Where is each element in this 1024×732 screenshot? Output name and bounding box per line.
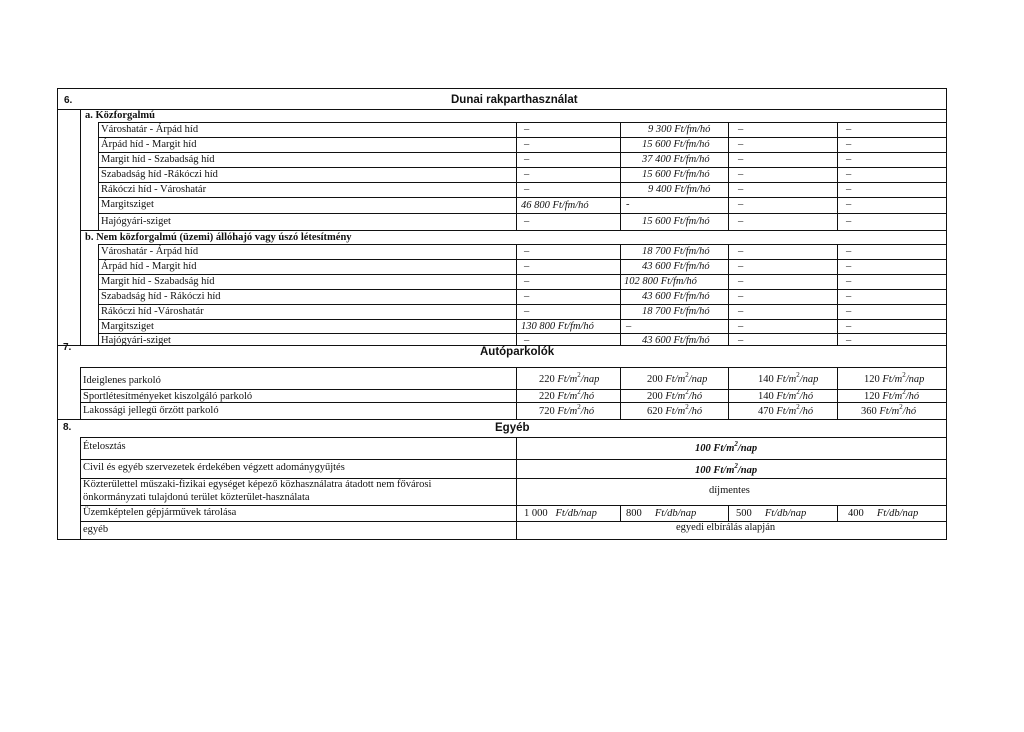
section-7-title: Autóparkolók <box>480 346 555 358</box>
subsection-b-title: b. Nem közforgalmú (üzemi) állóhajó vagy úszó létesítmény <box>85 232 352 243</box>
section-6-title: Dunai rakparthasználat <box>451 94 578 106</box>
section-8-number: 8. <box>63 422 72 433</box>
row-name: Városhatár - Árpád híd <box>101 124 199 135</box>
section-8-title: Egyéb <box>495 422 530 434</box>
section-7-number: 7. <box>63 342 72 353</box>
subsection-a-title: a. Közforgalmú <box>85 110 155 121</box>
fee-table: 6. Dunai rakparthasználat a. Közforgalmú Városhatár - Árpád híd – 9 300 Ft/fm/hó – – Árpád híd - Margit híd – 15 600 Ft/fm/hó – – Margit híd - Szabadság híd – 37 400 Ft/fm/hó – – Szabadság híd -Rákóczi híd – 15 600 Ft/fm/hó – – Rákóczi híd - Városhatár – 9 400 Ft/fm/hó – – Margitsziget 46 800 Ft/fm/hó - – – Hajógyári-sziget – 15 600 Ft/fm/hó – – b. Nem közforgalmú (üzemi) állóhajó vagy úszó létesítmény Városhatár - Árpád híd – 18 700 Ft/fm/hó – – Árpád híd - Margit híd – 43 600 Ft/fm/hó – – Margit híd - Szabadság híd – 102 800 Ft/fm/hó – – Szabadság híd - Rákóczi híd – 43 600 Ft/fm/hó – – Rákóczi híd -Városhatár – 18 700 Ft/fm/hó – – Margitsziget 130 800 Ft/fm/hó – – – Hajógyári-sziget – 43 600 Ft/fm/hó – – 7. Autóparkolók Ideiglenes parkoló 220 $Ft/m^2$/nap 200 $Ft/m^2$/nap 140 $Ft/m^2$/nap 120 $Ft/m^2$/nap Sportlétesítményeket kiszolgáló parkoló 220 $Ft/m^2/hó$ 200 $Ft/m^2/hó$ 140 $Ft/m^2/hó$ 120 $Ft/m^2/hó$ Lakossági jellegű őrzött parkoló 720 $Ft/m^2/hó$ 620 $Ft/m^2/hó$ 470 $Ft/m^2/hó$ 360 $Ft/m^2/hó$ 8. Egyéb Ételosztás 100 $Ft/m^2$/nap Civil és egyéb szervezetek érdekében végzett adománygyűjtés 100 $Ft/m^2$/nap Közterülettel műszaki-fizikai egységet képező közhasználatra átadott nem fővárosi önkormányzati tulajdonú terület közterület-használata díjmentes Üzemképtelen gépjárművek tárolása 1 000 Ft/db/nap 800 Ft/db/nap 500 Ft/db/nap 400 Ft/db/nap egyéb egyedi elbírálás alapján <box>57 88 947 540</box>
section-6-number: 6. <box>64 95 73 106</box>
